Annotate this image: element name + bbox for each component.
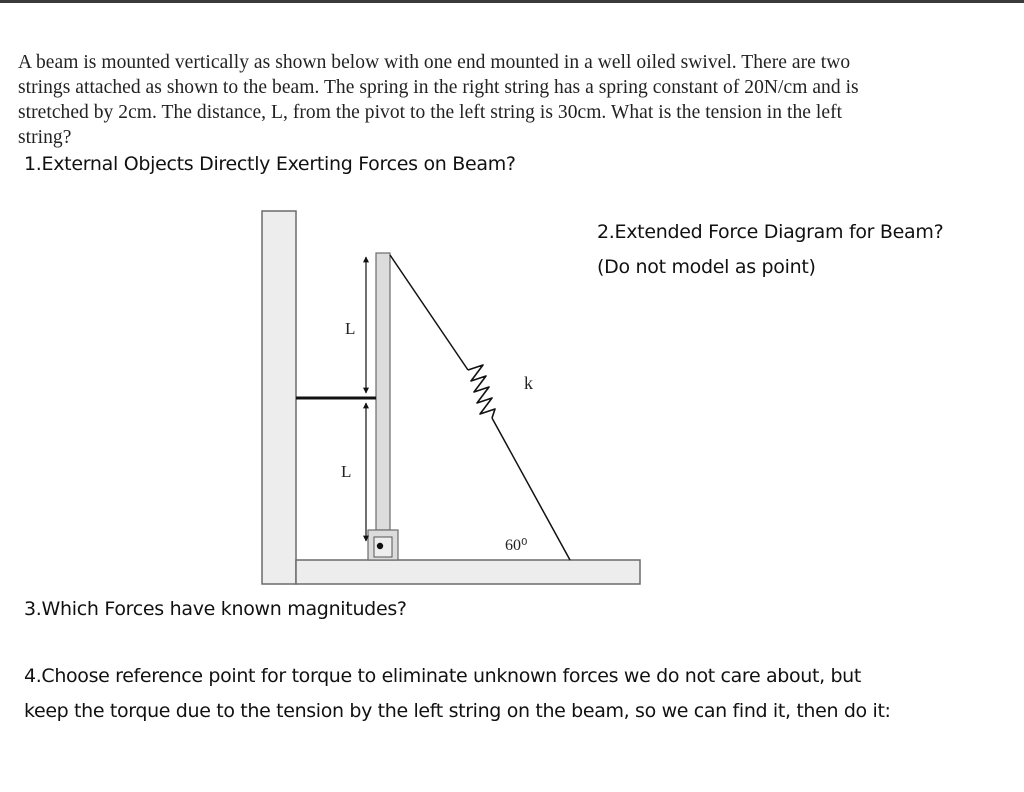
problem-line-3: stretched by 2cm. The distance, L, from the pivot to the left string is 30cm. What is the tension in the left [18, 102, 843, 123]
problem-line-4: string? [18, 127, 72, 148]
question-2-title: 2.Extended Force Diagram for Beam? [597, 221, 944, 243]
label-k: k [524, 373, 533, 393]
question-4-line-2: keep the torque due to the tension by the left string on the beam, so we can find it, then do it: [24, 700, 891, 722]
question-1: 1.External Objects Directly Exerting Forces on Beam? [24, 153, 516, 175]
problem-line-2: strings attached as shown to the beam. The spring in the right string has a spring constant of 20N/cm and is [18, 77, 859, 98]
pivot-dot [377, 543, 383, 549]
spring [468, 365, 495, 418]
question-2-note: (Do not model as point) [597, 256, 816, 278]
problem-line-1: A beam is mounted vertically as shown below with one end mounted in a well oiled swivel. There are two [18, 52, 851, 73]
wall [262, 211, 296, 584]
question-4-line-1: 4.Choose reference point for torque to eliminate unknown forces we do not care about, but [24, 665, 861, 687]
beam [376, 253, 390, 530]
right-string-upper [390, 255, 468, 370]
right-string-lower [492, 418, 570, 560]
label-angle: 60⁰ [505, 537, 528, 554]
label-L-lower: L [341, 462, 352, 481]
label-L-upper: L [345, 319, 356, 338]
floor [296, 560, 640, 584]
question-3: 3.Which Forces have known magnitudes? [24, 598, 407, 620]
